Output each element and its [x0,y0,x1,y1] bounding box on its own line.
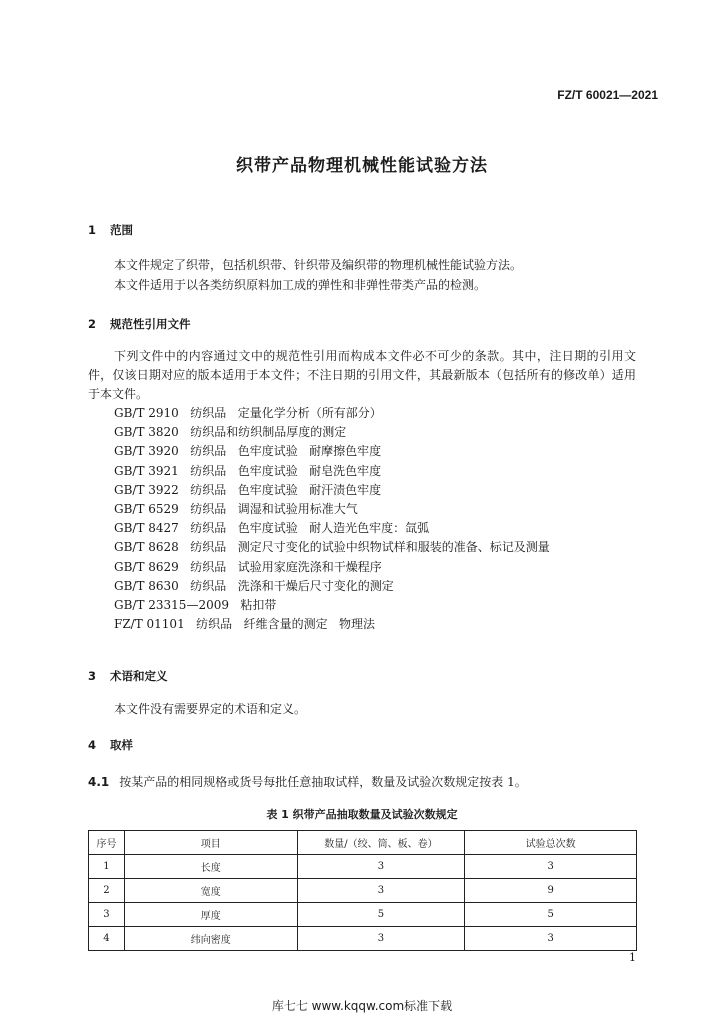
clause-number: 4.1 [88,775,110,789]
section-number: 4 [88,738,97,752]
table-row [89,879,637,903]
table-cell: 厚度 [124,903,297,927]
table-cell: 3 [297,927,465,951]
scope-paragraph-1: 本文件规定了织带，包括机织带、针织带及编织带的物理机械性能试验方法。 [114,258,523,272]
footer-watermark: 库七七 www.kqqw.com标准下载 [271,999,453,1013]
table-row [89,927,637,951]
section-4-heading [88,737,133,753]
section-3-heading [88,668,168,684]
reference-list [114,404,550,634]
table-cell: 1 [89,855,125,879]
reference-item: GB/T 8628 纺织品 测定尺寸变化的试验中织物试样和服装的准备、标记及测量 [114,540,550,555]
section-number: 1 [88,223,97,237]
page-number: 1 [629,951,636,964]
column-header: 数量/（绞、筒、板、卷） [297,831,465,855]
reference-item: GB/T 6529 纺织品 调湿和试验用标准大气 [114,502,358,517]
table-cell: 纬向密度 [124,927,297,951]
reference-item: GB/T 3921 纺织品 色牢度试验 耐皂洗色牢度 [114,463,382,478]
section-2-heading [88,316,191,332]
clause-text: 按某产品的相同规格或货号每批任意抽取试样，数量及试验次数规定按表 1。 [119,775,527,789]
table-cell: 3 [465,927,637,951]
reference-item: GB/T 3920 纺织品 色牢度试验 耐摩擦色牢度 [114,444,382,459]
table-cell: 3 [465,855,637,879]
reference-item: GB/T 8630 纺织品 洗涤和干燥后尺寸变化的测定 [114,578,394,593]
table-cell: 2 [89,879,125,903]
section-number: 2 [88,317,97,331]
section-title: 范围 [110,223,133,237]
column-header: 试验总次数 [465,831,637,855]
section-number: 3 [88,669,97,683]
table-cell: 宽度 [124,879,297,903]
sampling-table [88,830,637,951]
scope-paragraph-2: 本文件适用于以各类纺织原料加工成的弹性和非弹性带类产品的检测。 [114,278,487,292]
column-header: 项目 [124,831,297,855]
reference-item: GB/T 8629 纺织品 试验用家庭洗涤和干燥程序 [114,559,382,574]
standard-number: FZ/T 60021—2021 [557,88,658,102]
reference-item: GB/T 23315—2009 粘扣带 [114,598,277,613]
table-row [89,903,637,927]
reference-item: GB/T 3820 纺织品和纺织制品厚度的测定 [114,425,347,440]
reference-item: GB/T 3922 纺织品 色牢度试验 耐汗渍色牢度 [114,482,382,497]
table-header-row [89,831,637,855]
table-cell: 3 [297,879,465,903]
document-title: 织带产品物理机械性能试验方法 [236,156,488,176]
reference-item: GB/T 2910 纺织品 定量化学分析（所有部分） [114,406,382,420]
reference-item: GB/T 8427 纺织品 色牢度试验 耐人造光色牢度：氙弧 [114,521,430,536]
section-1-heading [88,222,133,238]
table-cell: 5 [465,903,637,927]
column-header: 序号 [89,831,125,855]
section-title: 术语和定义 [110,669,168,683]
table-cell: 4 [89,927,125,951]
table-cell: 3 [89,903,125,927]
terms-paragraph: 本文件没有需要界定的术语和定义。 [114,702,307,716]
table-cell: 3 [297,855,465,879]
table-row [89,855,637,879]
table-cell: 长度 [124,855,297,879]
clause-4-1 [88,773,527,790]
table-cell: 9 [465,879,637,903]
table-cell: 5 [297,903,465,927]
section-title: 规范性引用文件 [110,317,191,331]
table-caption: 表 1 织带产品抽取数量及试验次数规定 [266,808,458,821]
reference-item: FZ/T 01101 纺织品 纤维含量的测定 物理法 [114,617,376,632]
references-intro: 下列文件中的内容通过文中的规范性引用而构成本文件必不可少的条款。其中，注日期的引用文件，仅该日期对应的版本适用于本文件；不注日期的引用文件，其最新版本（包括所有的修改单）适用于本文件。 [88,349,636,401]
section-title: 取样 [110,738,133,752]
